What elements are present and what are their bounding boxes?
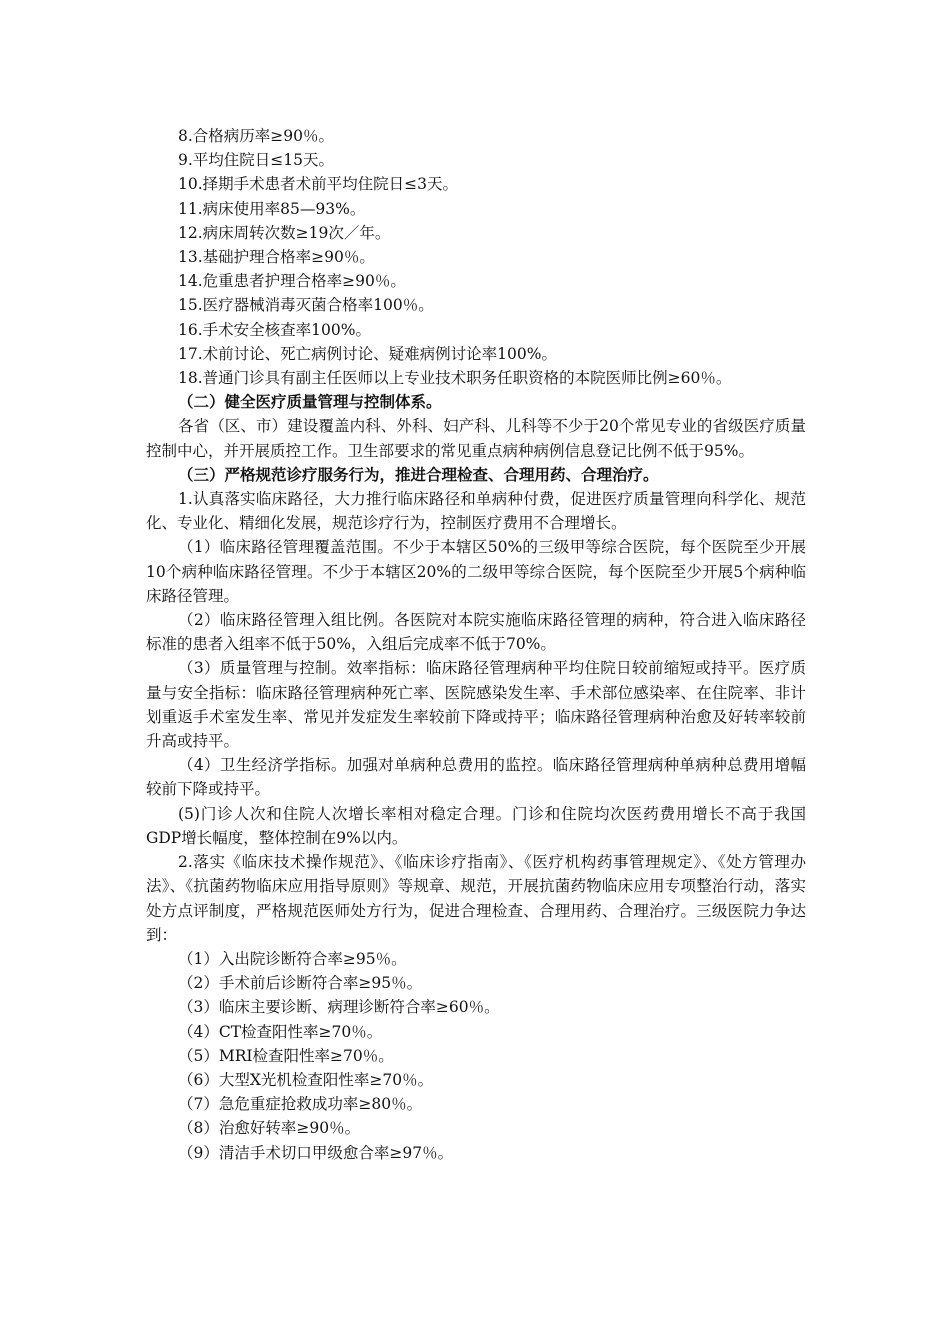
list-item: 14.危重患者护理合格率≥90％。 (178, 272, 406, 291)
list-item: 11.病床使用率85—93%。 (178, 199, 366, 218)
list-item: 16.手术安全核查率100%。 (178, 320, 371, 339)
paragraph: （2）临床路径管理入组比例。各医院对本院实施临床路径管理的病种，符合进入临床路径标准的患者入组率不低于50%，入组后完成率不低于70%。 (146, 611, 806, 654)
paragraph: 各省（区、市）建设覆盖内科、外科、妇产科、儿科等不少于20个常见专业的省级医疗质量控制中心，并开展质控工作。卫生部要求的常见重点病种病例信息登记比例不低于95%。 (146, 417, 806, 460)
paragraph: （4）卫生经济学指标。加强对单病种总费用的监控。临床路径管理病种单病种总费用增幅较前下降或持平。 (146, 756, 806, 799)
list-item: 8.合格病历率≥90％。 (178, 127, 334, 145)
paragraph: 1.认真落实临床路径，大力推行临床路径和单病种付费，促进医疗质量管理向科学化、规范化、专业化、精细化发展，规范诊疗行为，控制医疗费用不合理增长。 (146, 490, 806, 533)
list-item: （2）手术前后诊断符合率≥95％。 (178, 974, 423, 993)
list-item: （5）MRI检查阳性率≥70％。 (178, 1046, 394, 1065)
list-item: （3）临床主要诊断、病理诊断符合率≥60％。 (178, 998, 500, 1017)
paragraph: (5)门诊人次和住院人次增长率相对稳定合理。门诊和住院均次医药费用增长不高于我国GDP增长幅度，整体控制在9%以内。 (146, 804, 806, 847)
list-item: （6）大型X光机检查阳性率≥70％。 (178, 1070, 434, 1089)
list-item: （1）入出院诊断符合率≥95％。 (178, 949, 407, 968)
list-item: 12.病床周转次数≥19次／年。 (178, 223, 391, 242)
list-item: （7）急危重症抢救成功率≥80％。 (178, 1095, 423, 1114)
list-item: 9.平均住院日≤15天。 (178, 151, 334, 170)
section-heading-2: （二）健全医疗质量管理与控制体系。 (178, 392, 442, 412)
list-item: 17.术前讨论、死亡病例讨论、疑难病例讨论率100%。 (178, 344, 557, 363)
list-item: 10.择期手术患者术前平均住院日≤3天。 (178, 175, 459, 194)
list-item: 15.医疗器械消毒灭菌合格率100％。 (178, 296, 434, 315)
section-heading-3: （三）严格规范诊疗服务行为，推进合理检查、合理用药、合理治疗。 (178, 464, 659, 484)
list-item: （8）治愈好转率≥90％。 (178, 1119, 361, 1138)
paragraph: （1）临床路径管理覆盖范围。不少于本辖区50%的三级甲等综合医院，每个医院至少开展10个病种临床路径管理。不少于本辖区20%的二级甲等综合医院，每个医院至少开展5个病种临床路径管理。 (146, 538, 806, 605)
paragraph: （3）质量管理与控制。效率指标：临床路径管理病种平均住院日较前缩短或持平。医疗质量与安全指标：临床路径管理病种死亡率、医院感染发生率、手术部位感染率、在住院率、非计划重返手术室发生率、常见并发症发生率较前下降或持平；临床路径管理病种治愈及好转率较前升高或持平。 (146, 659, 806, 751)
list-item: 18.普通门诊具有副主任医师以上专业技术职务任职资格的本院医师比例≥60％。 (178, 369, 732, 388)
list-item: （9）清洁手术切口甲级愈合率≥97％。 (178, 1143, 454, 1162)
list-item: 13.基础护理合格率≥90％。 (178, 248, 375, 267)
document-body (146, 124, 806, 1165)
paragraph: 2.落实《临床技术操作规范》、《临床诊疗指南》、《医疗机构药事管理规定》、《处方管理办法》、《抗菌药物临床应用指导原则》等规章、规范，开展抗菌药物临床应用专项整治行动，落实处方点评制度，严格规范医师处方行为，促进合理检查、合理用药、合理治疗。三级医院力争达到： (146, 853, 806, 944)
list-item: （4）CT检查阳性率≥70％。 (178, 1022, 383, 1041)
